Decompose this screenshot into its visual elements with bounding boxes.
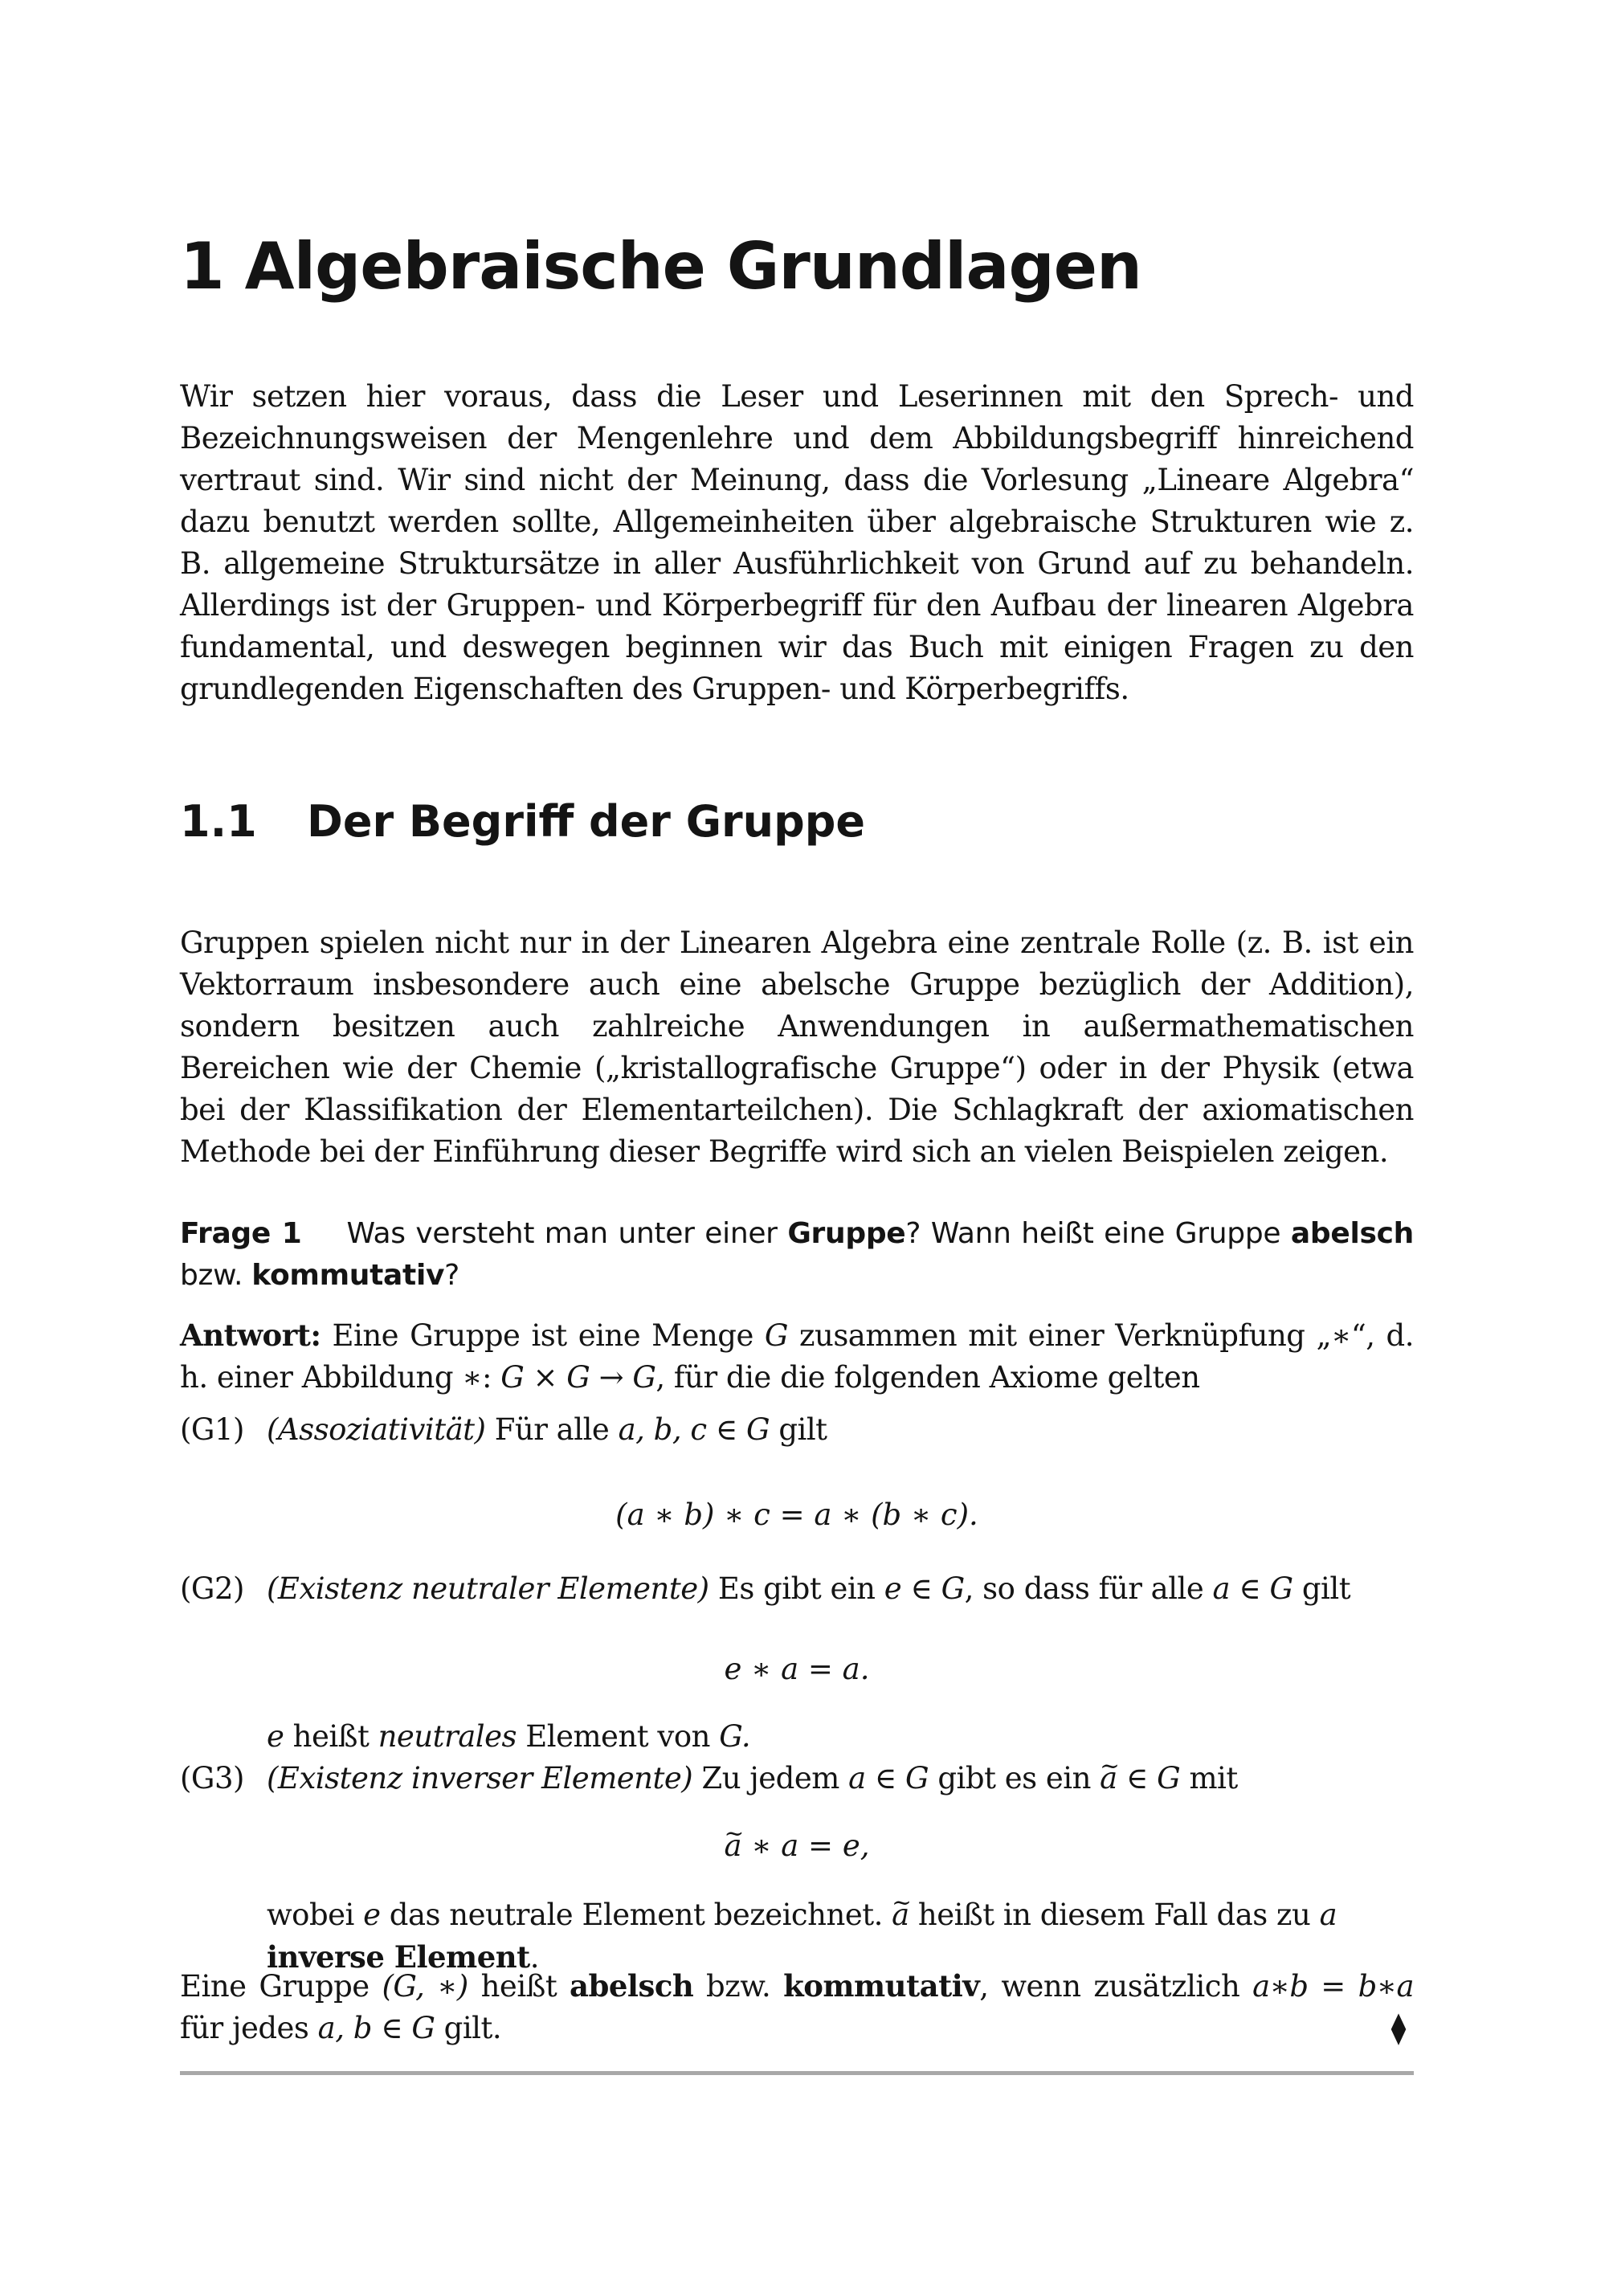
- note-term: inverse Element: [267, 1939, 530, 1975]
- question-text: Was versteht man unter einer: [346, 1217, 788, 1250]
- axiom-text: Für alle: [485, 1412, 619, 1447]
- tilde-a: ~ a: [1100, 1758, 1117, 1800]
- chapter-title: Algebraische Grundlagen: [244, 229, 1141, 304]
- intro-paragraph: Wir setzen hier voraus, dass die Leser und Leserinnen mit den Sprech- und Bezeichnungsweisen der Mengenlehre und dem Abbildungsbegriff hinreichend vertraut sind. Wir sind nicht der Meinung, dass die Vorlesung „Lineare Algebra“ dazu benutzt werden sollte, Allgemeinheiten über algebraische Strukturen wie z. B. allgemeine Struktursätze in aller Ausführlichkeit von Grund auf zu behandeln. Allerdings ist der Gruppen- und Körperbegriff für den Aufbau der linearen Algebra fundamental, und deswegen beginnen wir das Buch mit einigen Fragen zu den grundlegenden Eigenschaften des Gruppen- und Körperbegriffs.: [180, 379, 1414, 706]
- formula-associativity: (a ∗ b) ∗ c = a ∗ (b ∗ c).: [615, 1497, 978, 1532]
- axiom-text: , so dass für alle: [964, 1571, 1213, 1606]
- tilde-a: ~ a: [892, 1894, 909, 1936]
- question-text: ? Wann heißt eine Gruppe: [905, 1217, 1291, 1250]
- answer-paragraph: [180, 1314, 1414, 1399]
- final-term: kommutativ: [783, 1968, 980, 2004]
- formula-inverse: [180, 1825, 1414, 1867]
- section-paragraph: Gruppen spielen nicht nur in der Linearen Algebra eine zentrale Rolle (z. B. ist ein Vektorraum insbesondere auch eine abelsche Gruppe bezüglich der Addition), sondern besitzen auch zahlreiche Anwendungen in außermathematischen Bereichen wie der Chemie („kristallografische Gruppe“) oder in der Physik (etwa bei der Klassifikation der Elementarteilchen). Die Schlagkraft der axiomatischen Methode bei der Einführung dieser Begriffe wird sich an vielen Beispielen zeigen.: [180, 925, 1414, 1169]
- answer-map: G × G → G: [500, 1360, 656, 1395]
- note-text: wobei: [267, 1898, 364, 1932]
- note-text: .: [529, 1940, 539, 1975]
- axiom-tag: (G1): [180, 1412, 244, 1447]
- formula-text: ∗ a = e,: [741, 1828, 870, 1863]
- final-var: a∗b = b∗a: [1252, 1969, 1414, 2004]
- axiom-g1: [180, 1409, 1414, 1451]
- section-heading: [180, 796, 866, 847]
- question-text: bzw.: [180, 1259, 252, 1292]
- abelian-definition: [180, 1965, 1414, 2049]
- note-var: G.: [719, 1719, 751, 1754]
- axiom-tag: (G2): [180, 1571, 244, 1606]
- final-text: bzw.: [693, 1969, 784, 2004]
- note-text: heißt in diesem Fall das zu: [909, 1898, 1320, 1932]
- axiom-vars: e ∈ G: [884, 1571, 965, 1606]
- final-text: gilt.: [435, 2011, 502, 2045]
- note-term: neutrales: [378, 1719, 517, 1754]
- final-text: heißt: [468, 1969, 570, 2004]
- axiom-vars: a ∈ G: [848, 1761, 929, 1796]
- answer-var: G: [764, 1318, 788, 1353]
- note-text: heißt: [284, 1719, 378, 1754]
- axiom-text: Es gibt ein: [708, 1571, 884, 1606]
- axiom-vars: ∈ G: [1117, 1761, 1181, 1796]
- question-term-gruppe: Gruppe: [787, 1217, 906, 1250]
- answer-text: zusammen mit einer Verknüpfung „∗“, d. h. einer Abbildung ∗:: [180, 1318, 1414, 1395]
- chapter-heading: [180, 229, 1141, 304]
- axiom-name: (Assoziativität): [267, 1412, 486, 1447]
- answer-label: Antwort:: [180, 1318, 321, 1353]
- axiom-vars: a, b, c ∈ G: [618, 1412, 770, 1447]
- axiom-vars: a ∈ G: [1212, 1571, 1293, 1606]
- question-label: Frage 1: [180, 1217, 302, 1250]
- axiom-text: Zu jedem: [692, 1761, 849, 1796]
- axiom-g2-note: [267, 1716, 1414, 1758]
- horizontal-divider: [180, 2071, 1414, 2075]
- axiom-text: gilt: [770, 1412, 827, 1447]
- note-text: das neutrale Element bezeichnet.: [380, 1898, 892, 1932]
- question-block: [180, 1213, 1414, 1297]
- final-text: , wenn zusätzlich: [979, 1969, 1253, 2004]
- axiom-text: mit: [1180, 1761, 1238, 1796]
- final-text: Eine Gruppe: [180, 1969, 382, 2004]
- axiom-tag: (G3): [180, 1761, 244, 1796]
- axiom-g2: [180, 1568, 1414, 1610]
- tilde-a: ~ a: [725, 1825, 742, 1867]
- question-term-abelsch: abelsch: [1290, 1217, 1414, 1250]
- note-var: e: [267, 1719, 284, 1754]
- note-text: Element von: [516, 1719, 720, 1754]
- answer-text: Eine Gruppe ist eine Menge: [321, 1318, 765, 1353]
- axiom-text: gilt: [1292, 1571, 1351, 1606]
- question-text: ?: [444, 1259, 459, 1292]
- axiom-text: gibt es ein: [929, 1761, 1101, 1796]
- formula-neutral: e ∗ a = a.: [724, 1652, 870, 1686]
- end-of-answer-diamond-icon: ⧫: [1390, 2010, 1407, 2045]
- section-title: Der Begriff der Gruppe: [307, 796, 866, 847]
- final-text: für jedes: [180, 2011, 318, 2045]
- question-term-kommutativ: kommutativ: [251, 1259, 445, 1292]
- axiom-g3: [180, 1758, 1414, 1800]
- axiom-name: (Existenz neutraler Elemente): [267, 1571, 709, 1606]
- axiom-name: (Existenz inverser Elemente): [267, 1761, 693, 1796]
- note-var: e: [363, 1898, 381, 1932]
- final-var: (G, ∗): [382, 1969, 468, 2004]
- chapter-number: 1: [180, 229, 224, 304]
- section-number: 1.1: [180, 796, 257, 847]
- final-term: abelsch: [570, 1968, 694, 2004]
- final-var: a, b ∈ G: [317, 2011, 435, 2045]
- note-var: a: [1319, 1898, 1337, 1932]
- answer-text: , für die die folgenden Axiome gelten: [655, 1360, 1200, 1395]
